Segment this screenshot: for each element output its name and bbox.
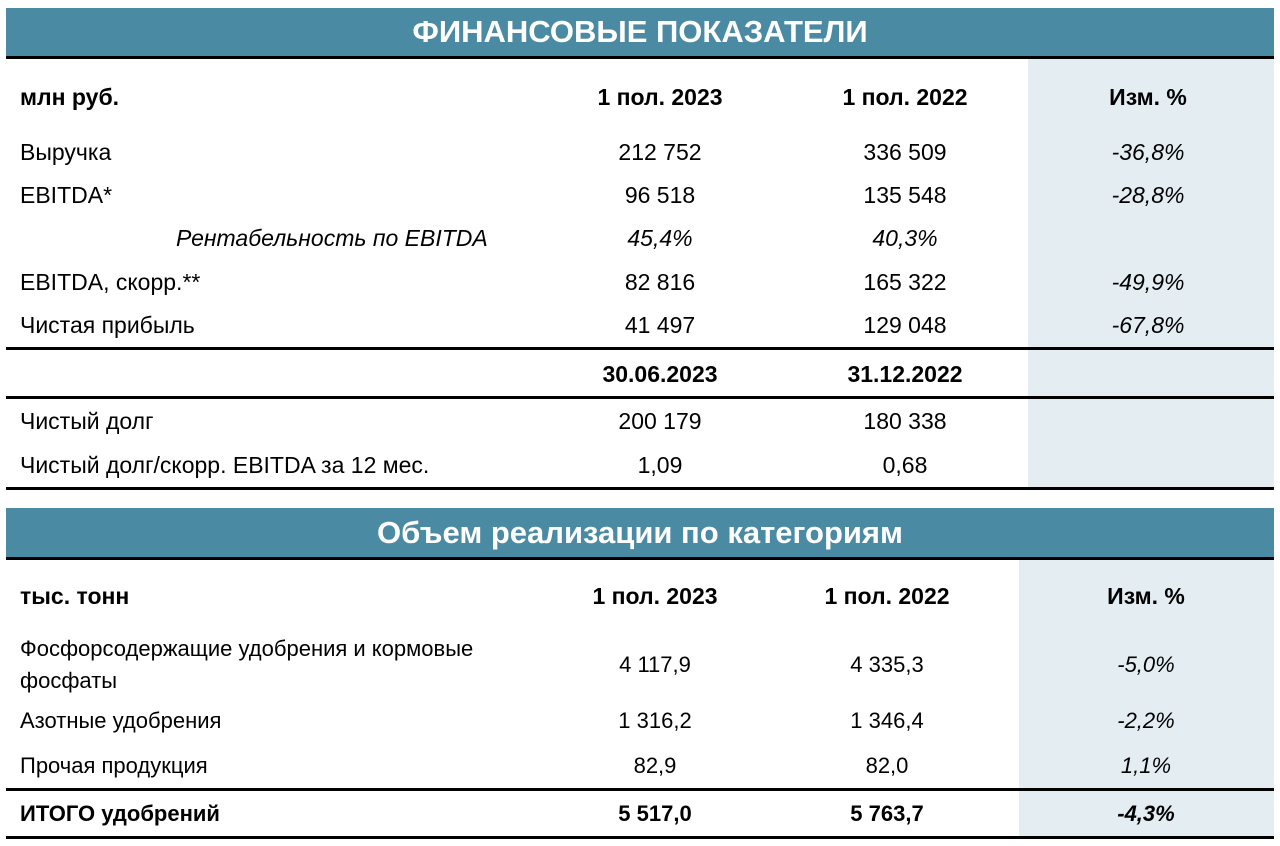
date-2022: 31.12.2022 — [847, 360, 963, 387]
total-change: -4,3% — [1117, 801, 1175, 826]
row-label: Выручка — [20, 138, 112, 165]
value-2023: 200 179 — [618, 407, 702, 434]
value-2022: 82,0 — [865, 753, 909, 778]
value-change: 1,1% — [1120, 753, 1172, 778]
row-label: EBITDA* — [20, 181, 113, 208]
value-change: -2,2% — [1117, 708, 1175, 733]
value-2023: 45,4% — [627, 224, 693, 251]
row-label: Рентабельность по EBITDA — [176, 224, 488, 251]
table-bottom-rule — [6, 487, 1274, 490]
section-divider — [6, 347, 1274, 350]
table-row — [0, 218, 1280, 258]
row-label: EBITDA, скорр.** — [20, 268, 201, 295]
row-label: Прочая продукция — [20, 753, 208, 778]
row-label: Чистый долг/скорр. EBITDA за 12 мес. — [20, 451, 430, 478]
value-2023: 96 518 — [624, 181, 696, 208]
dates-header-row — [0, 354, 1280, 394]
row-label-line2: фосфаты — [20, 668, 118, 693]
value-change: -28,8% — [1111, 181, 1185, 208]
table-row — [0, 445, 1280, 485]
table-row — [0, 305, 1280, 345]
value-2023: 82 816 — [624, 268, 696, 295]
total-2022: 5 763,7 — [850, 801, 924, 826]
sales-volume-title — [6, 508, 1274, 557]
value-2023: 82,9 — [633, 753, 677, 778]
unit-label: млн руб. — [20, 83, 120, 110]
total-2023: 5 517,0 — [618, 801, 692, 826]
fin-header-row — [0, 77, 1280, 117]
value-2023: 4 117,9 — [619, 652, 691, 677]
value-2022: 129 048 — [863, 311, 947, 338]
value-2023: 212 752 — [618, 138, 702, 165]
date-2023: 30.06.2023 — [602, 360, 718, 387]
table-row — [0, 175, 1280, 215]
value-2023: 41 497 — [624, 311, 696, 338]
col-h1-2022: 1 пол. 2022 — [824, 582, 950, 609]
table-row — [0, 401, 1280, 441]
row-label-line1: Фосфорсодержащие удобрения и кормовые — [20, 636, 474, 661]
row-label: Чистый долг — [20, 407, 154, 434]
row-label: Чистая прибыль — [20, 311, 195, 338]
financial-indicators-title — [6, 8, 1274, 56]
table-bottom-rule — [6, 836, 1274, 839]
table-row — [0, 262, 1280, 302]
value-change: -36,8% — [1111, 138, 1185, 165]
unit-label: тыс. тонн — [20, 582, 130, 609]
col-change: Изм. % — [1109, 83, 1187, 110]
value-2022: 0,68 — [882, 451, 928, 478]
value-2022: 40,3% — [872, 224, 938, 251]
section-divider — [6, 396, 1274, 399]
sales-volume-title-text: Объем реализации по категориям — [377, 514, 903, 550]
col-h1-2023: 1 пол. 2023 — [592, 582, 718, 609]
value-2022: 336 509 — [863, 138, 947, 165]
value-change: -5,0% — [1117, 652, 1175, 677]
value-2022: 180 338 — [863, 407, 947, 434]
table-row — [0, 132, 1280, 172]
total-row — [0, 794, 1280, 834]
row-label: Азотные удобрения — [20, 708, 222, 733]
sales-header-row — [0, 576, 1280, 616]
section-divider — [6, 788, 1274, 791]
financial-indicators-title-text: ФИНАНСОВЫЕ ПОКАЗАТЕЛИ — [412, 14, 868, 49]
value-change — [1048, 218, 1248, 258]
value-change: -67,8% — [1111, 311, 1185, 338]
value-change: -49,9% — [1111, 268, 1185, 295]
value-2022: 135 548 — [863, 181, 947, 208]
total-label: ИТОГО удобрений — [20, 801, 220, 826]
value-2023: 1 316,2 — [618, 708, 692, 733]
table-row — [0, 632, 1280, 698]
value-2022: 1 346,4 — [850, 708, 924, 733]
table-row — [0, 701, 1280, 741]
col-h1-2023: 1 пол. 2023 — [597, 83, 723, 110]
col-change: Изм. % — [1107, 582, 1185, 609]
value-2022: 4 335,3 — [850, 652, 924, 677]
col-h1-2022: 1 пол. 2022 — [842, 83, 968, 110]
value-2023: 1,09 — [637, 451, 683, 478]
value-2022: 165 322 — [863, 268, 947, 295]
table-row — [0, 746, 1280, 786]
